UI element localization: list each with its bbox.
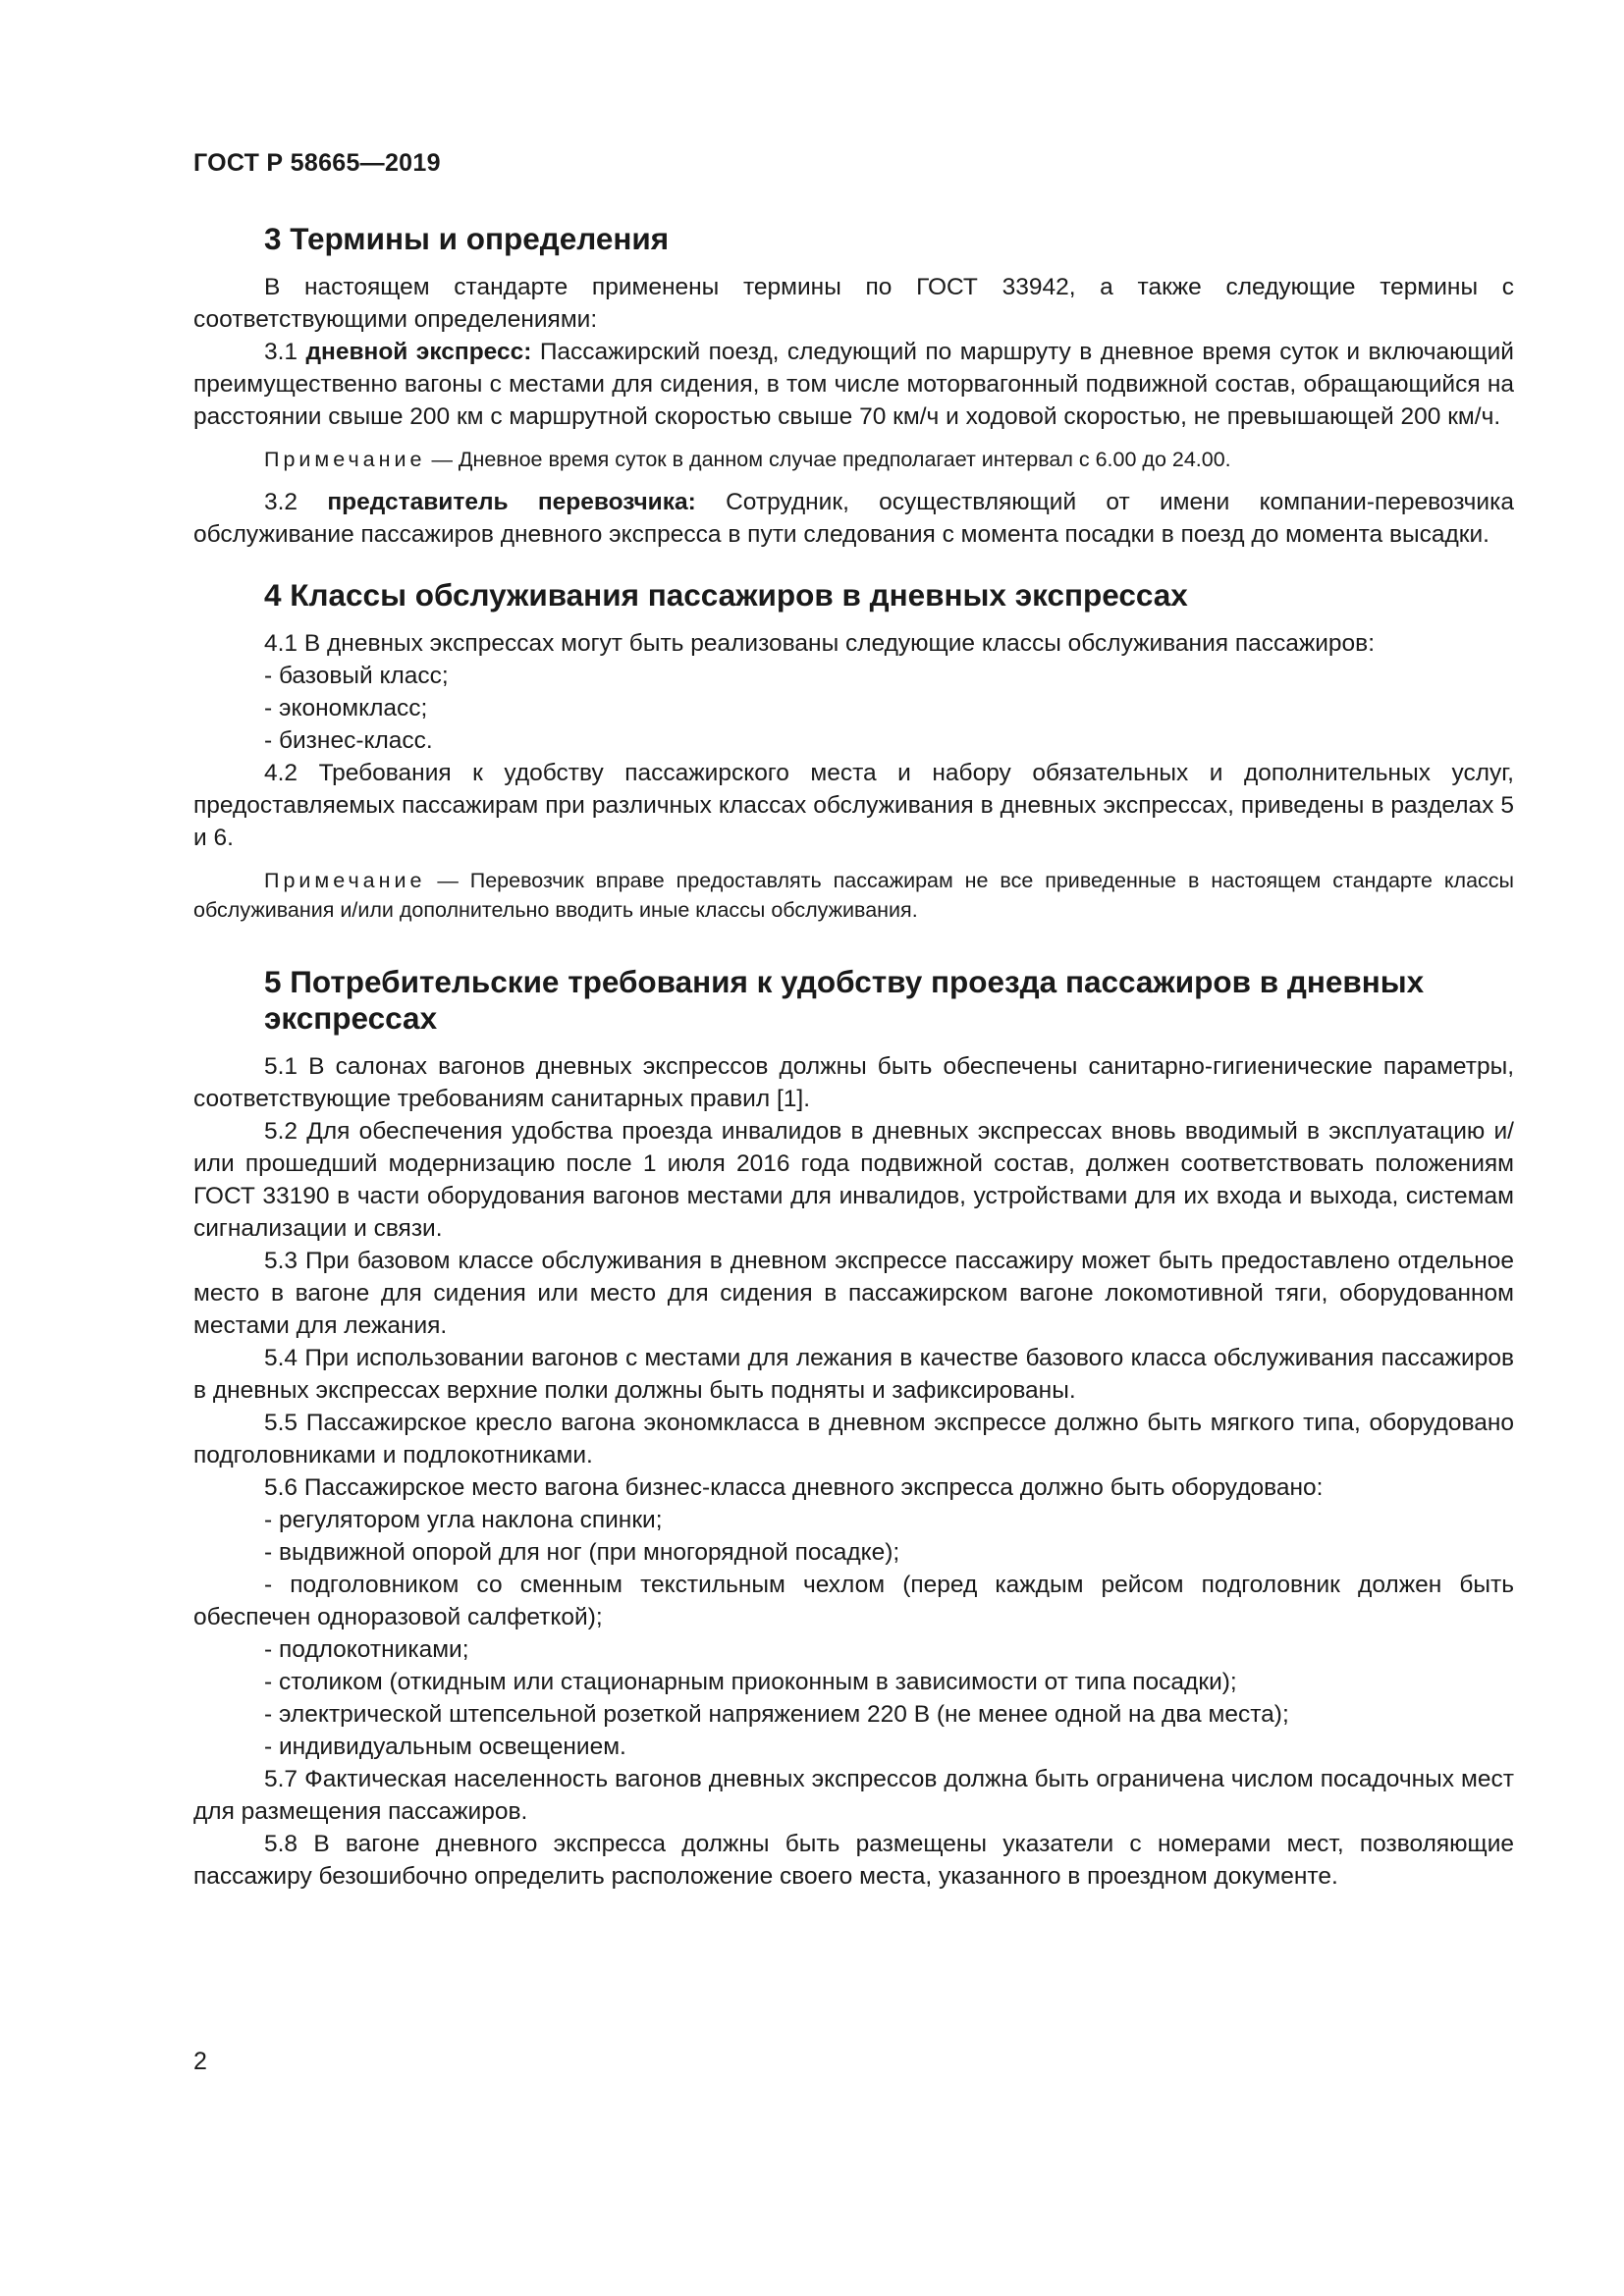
term-3-1-number: 3.1 <box>264 339 298 365</box>
paragraph-5-2: 5.2 Для обеспечения удобства проезда инвалидов в дневных экспрессах вновь вводимый в эксплуатацию и/или прошедший модернизацию после 1 июля 2016 года подвижной состав, должен соответствовать положениям ГОСТ 33190 в части оборудования вагонов местами для инвалидов, устройствами для их входа и выхода, системам сигнализации и связи. <box>193 1118 1514 1242</box>
note-4-2 <box>193 866 1514 925</box>
paragraph-5-5: 5.5 Пассажирское кресло вагона экономкласса в дневном экспрессе должно быть мягкого типа, оборудовано подголовниками и подлокотниками. <box>193 1410 1514 1468</box>
term-3-2-number: 3.2 <box>264 489 298 515</box>
note-label: Примечание <box>264 448 426 471</box>
list-item: - регулятором угла наклона спинки; <box>264 1507 663 1533</box>
paragraph-5-3: 5.3 При базовом классе обслуживания в дневном экспрессе пассажиру может быть предоставлено отдельное место в вагоне для сидения или место для сидения в пассажирском вагоне локомотивной тяги, оборудованном местами для лежания. <box>193 1248 1514 1339</box>
list-item: - индивидуальным освещением. <box>264 1734 626 1760</box>
list-item: - выдвижной опорой для ног (при многорядной посадке); <box>264 1539 900 1566</box>
note-3-1 <box>193 445 1514 474</box>
list-item: - электрической штепсельной розеткой напряжением 220 В (не менее одной на два места); <box>264 1701 1289 1728</box>
note-label: Примечание <box>264 869 426 892</box>
paragraph-5-8: 5.8 В вагоне дневного экспресса должны быть размещены указатели с номерами мест, позволяющие пассажиру безошибочно определить расположение своего места, указанного в проездном документе. <box>193 1831 1514 1890</box>
term-3-1 <box>193 336 1514 433</box>
section-3-intro: В настоящем стандарте применены термины по ГОСТ 33942, а также следующие термины с соответствующими определениями: <box>193 274 1514 333</box>
list-item: - столиком (откидным или стационарным приоконным в зависимости от типа посадки); <box>264 1669 1237 1695</box>
paragraph-5-6: 5.6 Пассажирское место вагона бизнес-класса дневного экспресса должно быть оборудовано: <box>264 1474 1324 1501</box>
paragraph-5-4: 5.4 При использовании вагонов с местами для лежания в качестве базового класса обслуживания пассажиров в дневных экспрессах верхние полки должны быть подняты и зафиксированы. <box>193 1345 1514 1404</box>
list-item: - подлокотниками; <box>264 1636 469 1663</box>
page-number: 2 <box>193 2048 207 2075</box>
term-3-2-term: представитель перевозчика: <box>327 489 696 515</box>
document-id-header: ГОСТ Р 58665—2019 <box>193 149 441 177</box>
paragraph-5-7: 5.7 Фактическая населенность вагонов дневных экспрессов должна быть ограничена числом посадочных мест для размещения пассажиров. <box>193 1766 1514 1825</box>
section-3-title: 3 Термины и определения <box>264 221 670 256</box>
paragraph-5-1: 5.1 В салонах вагонов дневных экспрессов должны быть обеспечены санитарно-гигиенические параметры, соответствующие требованиям санитарных правил [1]. <box>193 1053 1514 1112</box>
section-5-title: 5 Потребительские требования к удобству проезда пассажиров в дневных экспрессах <box>264 964 1425 1036</box>
note-text: — Перевозчик вправе предоставлять пассажирам не все приведенные в настоящем стандарте классы обслуживания и/или дополнительно вводить иные классы обслуживания. <box>193 869 1514 922</box>
list-item: - экономкласс; <box>264 695 428 721</box>
document-body <box>193 221 1514 1893</box>
list-item: - подголовником со сменным текстильным чехлом (перед каждым рейсом подголовник должен быть обеспечен одноразовой салфеткой); <box>193 1572 1514 1630</box>
paragraph-4-1: 4.1 В дневных экспрессах могут быть реализованы следующие классы обслуживания пассажиров: <box>264 630 1376 657</box>
list-item: - бизнес-класс. <box>264 727 433 754</box>
list-item: - базовый класс; <box>264 663 449 689</box>
term-3-2-definition: Сотрудник, осуществляющий от имени компании-перевозчика обслуживание пассажиров дневного экспресса в пути следования с момента посадки в поезд до момента высадки. <box>193 489 1514 548</box>
section-4-title: 4 Классы обслуживания пассажиров в дневных экспрессах <box>264 577 1188 613</box>
term-3-1-definition: Пассажирский поезд, следующий по маршруту в дневное время суток и включающий преимущественно вагоны с местами для сидения, в том числе моторвагонный подвижной состав, обращающийся на расстоянии свыше 200 км с маршрутной скоростью свыше 70 км/ч и ходовой скоростью, не превышающей 200 км/ч. <box>193 339 1514 430</box>
note-text: — Дневное время суток в данном случае предполагает интервал с 6.00 до 24.00. <box>431 448 1231 471</box>
term-3-1-term: дневной экспресс: <box>305 339 532 365</box>
term-3-2 <box>193 486 1514 551</box>
paragraph-4-2: 4.2 Требования к удобству пассажирского места и набору обязательных и дополнительных услуг, предоставляемых пассажирам при различных классах обслуживания в дневных экспрессах, приведены в разделах 5 и 6. <box>193 760 1514 851</box>
